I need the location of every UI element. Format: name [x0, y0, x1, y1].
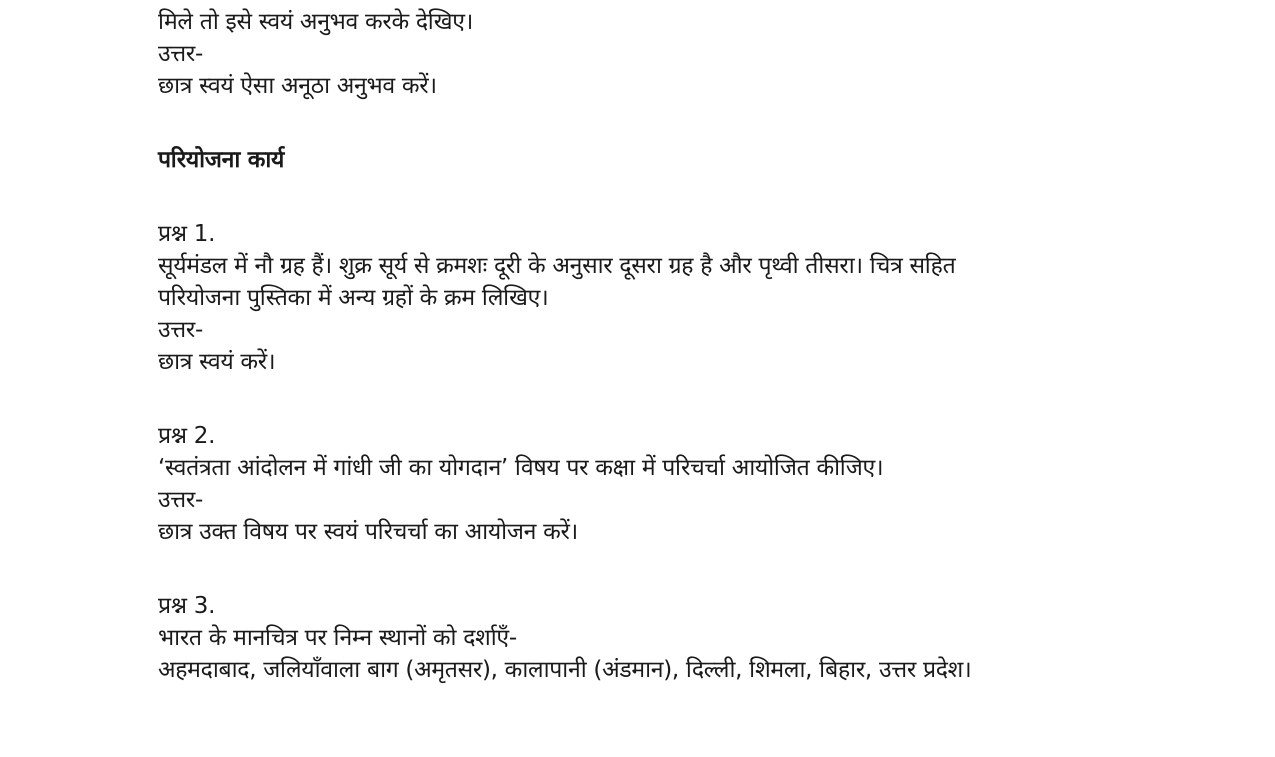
question-text-line: सूर्यमंडल में नौ ग्रह हैं। शुक्र सूर्य से क्रमशः दूरी के अनुसार दूसरा ग्रह है और पृथ्वी तीसरा। चित्र सहित [158, 253, 956, 279]
question-label: प्रश्न 3. [158, 593, 216, 619]
document-body [158, 6, 1158, 728]
intro-prompt-tail: मिले तो इसे स्वयं अनुभव करके देखिए। [158, 9, 474, 35]
question-3 [158, 590, 1158, 686]
question-label: प्रश्न 1. [158, 221, 216, 247]
question-text-line: अहमदाबाद, जलियाँवाला बाग (अमृतसर), कालापानी (अंडमान), दिल्ली, शिमला, बिहार, उत्तर प्रदेश। [158, 657, 972, 683]
answer-label: उत्तर- [158, 487, 204, 513]
intro-answer: छात्र स्वयं ऐसा अनूठा अनुभव करें। [158, 73, 437, 99]
intro-block [158, 6, 1158, 102]
question-text-line: ‘स्वतंत्रता आंदोलन में गांधी जी का योगदान’ विषय पर कक्षा में परिचर्चा आयोजित कीजिए। [158, 455, 884, 481]
question-text-line: परियोजना पुस्तिका में अन्य ग्रहों के क्रम लिखिए। [158, 285, 549, 311]
question-text-line: भारत के मानचित्र पर निम्न स्थानों को दर्शाएँ- [158, 625, 517, 651]
section-heading: परियोजना कार्य [158, 147, 285, 173]
intro-answer-label: उत्तर- [158, 41, 204, 67]
answer-text: छात्र उक्त विषय पर स्वयं परिचर्चा का आयोजन करें। [158, 519, 578, 545]
answer-text: छात्र स्वयं करें। [158, 349, 276, 375]
question-label: प्रश्न 2. [158, 423, 216, 449]
answer-label: उत्तर- [158, 317, 204, 343]
question-2 [158, 420, 1158, 548]
question-1 [158, 218, 1158, 378]
